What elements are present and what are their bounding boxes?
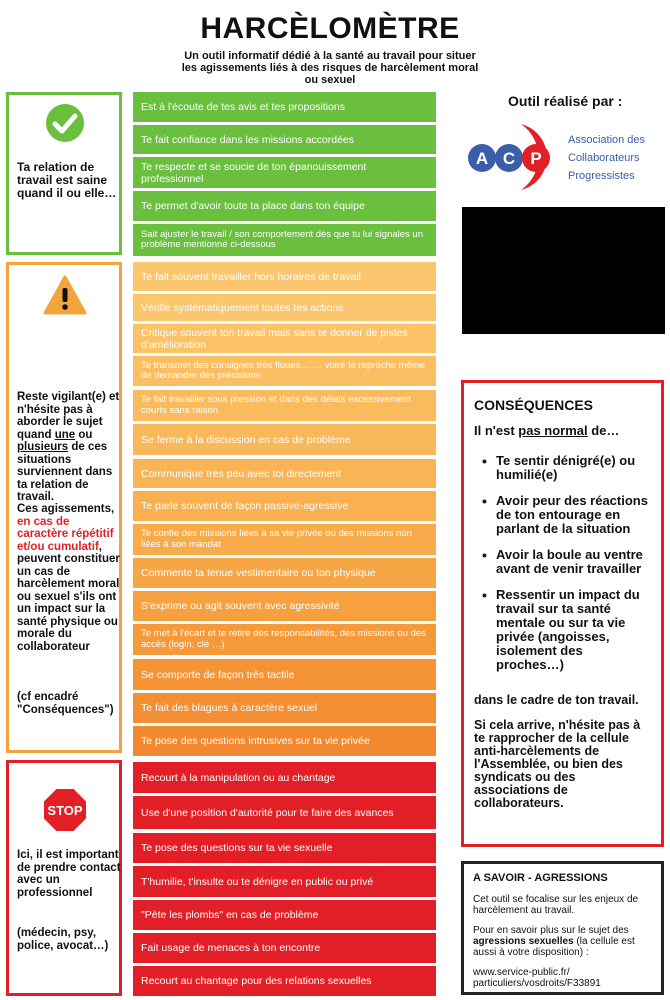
behavior-row: Te met à l'écart et te retire des responsabilités, des missions ou des accès (login, clé …)	[133, 624, 436, 655]
svg-text:STOP: STOP	[47, 803, 83, 818]
consequences-outro1: dans le cadre de ton travail.	[474, 693, 639, 707]
behavior-row: Te pose des questions sur ta vie sexuelle	[133, 833, 436, 863]
list-item: • Ressentir un impact du travail sur ta santé mentale ou sur ta vie privée (angoisses, isolement des proches…)	[486, 588, 651, 672]
page-subtitle: Un outil informatif dédié à la santé au travail pour situer les agissements liés à des risques de harcèlement moral ou sexuel	[181, 50, 479, 86]
svg-text:P: P	[530, 149, 542, 168]
a-savoir-link[interactable]: www.service-public.fr/ particuliers/vosdroits/F33891	[473, 967, 601, 989]
behavior-row: S'exprime ou agit souvent avec agressivité	[133, 591, 436, 621]
panel-healthy	[6, 92, 122, 255]
behavior-row: Sait ajuster le travail / son comportement dès que tu lui signales un problème mentionné ci-dessous	[133, 224, 436, 256]
behavior-row: T'humilie, t'insulte ou te dénigre en public ou privé	[133, 866, 436, 897]
made-by-label: Outil réalisé par :	[508, 93, 623, 109]
a-savoir-p2: Pour en savoir plus sur le sujet des agressions sexuelles (la cellule est aussi à votre disposition) :	[473, 925, 635, 958]
behavior-row: Te confie des missions liées à sa vie privée ou des missions non liées à son mandat	[133, 524, 436, 555]
consequences-outro2: Si cela arrive, n'hésite pas à te rapprocher de la cellule anti-harcèlements de l'Assemblée, ou bien des syndicats ou des associations de collaborateurs.	[474, 718, 641, 810]
behavior-row: Te parle souvent de façon passive-agressive	[133, 491, 436, 521]
behavior-row: Te fait souvent travailler hors horaires de travail	[133, 262, 436, 291]
behavior-row: Te fait des blagues à caractère sexuel	[133, 693, 436, 723]
list-item: • Te sentir dénigré(e) ou humilié(e)	[486, 454, 651, 482]
svg-text:A: A	[475, 149, 489, 168]
list-item: • Avoir la boule au ventre avant de venir travailler	[486, 548, 651, 576]
behavior-row: Vérifie systématiquement toutes tes actions	[133, 294, 436, 321]
behavior-row: Fait usage de menaces à ton encontre	[133, 933, 436, 963]
behavior-row: Communique très peu avec toi directement	[133, 459, 436, 488]
stop-icon	[42, 787, 88, 833]
behavior-row: Te fait travailler sous pression et dans des délais excessivement courts sans raison	[133, 390, 436, 421]
behavior-row: Recourt à la manipulation ou au chantage	[133, 762, 436, 793]
warning-icon	[43, 275, 87, 315]
behavior-row: "Pète les plombs" en cas de problème	[133, 900, 436, 930]
a-savoir-p1: Cet outil se focalise sur les enjeux de harcèlement au travail.	[473, 894, 639, 916]
panel-vigilant-text3: (cf encadré "Conséquences")	[17, 691, 114, 716]
behavior-row: Se comporte de façon très tactile	[133, 659, 436, 690]
org-name: Association des Collaborateurs Progressistes	[568, 134, 646, 182]
consequences-intro: Il n'est pas normal de…	[474, 423, 620, 438]
panel-vigilant-text2: Ces agissements, en cas de caractère répétitif et/ou cumulatif, peuvent constituer un cas de harcèlement moral ou sexuel s'ils ont un impact sur la santé physique ou morale du collaborateur	[17, 503, 120, 653]
consequences-title: CONSÉQUENCES	[474, 397, 594, 413]
panel-vigilant	[6, 262, 122, 753]
behavior-row: Se ferme à la discussion en cas de problème	[133, 424, 436, 455]
acp-logo	[466, 122, 556, 192]
behavior-row: Te pose des questions intrusives sur ta vie privée	[133, 726, 436, 756]
consequences-box	[461, 380, 664, 847]
page-title: HARCÈLOMÈTRE	[200, 12, 460, 45]
panel-stop	[6, 760, 122, 996]
behavior-row: Commente ta tenue vestimentaire ou ton physique	[133, 558, 436, 588]
a-savoir-box	[461, 861, 664, 995]
panel-healthy-text: Ta relation de travail est saine quand il ou elle…	[17, 160, 117, 200]
behavior-row: Te permet d'avoir toute ta place dans ton équipe	[133, 191, 436, 221]
check-icon	[45, 103, 85, 143]
a-savoir-title: A SAVOIR - AGRESSIONS	[473, 872, 608, 884]
behavior-row: Recourt au chantage pour des relations sexuelles	[133, 966, 436, 996]
behavior-row: Te respecte et se soucie de ton épanouissement professionnel	[133, 157, 436, 188]
redacted-image	[462, 207, 665, 334]
consequences-list	[474, 454, 651, 672]
panel-stop-text2: (médecin, psy, police, avocat…)	[17, 927, 109, 952]
panel-stop-text1: Ici, il est important de prendre contact avec un professionnel	[17, 849, 121, 899]
behavior-row: Te fait confiance dans les missions accordées	[133, 125, 436, 154]
behavior-row: Est à l'écoute de tes avis et tes propositions	[133, 92, 436, 122]
svg-text:C: C	[502, 149, 516, 168]
behavior-row: Te transmet des consignes très floues… … voire te reproche même de demander des précisions	[133, 356, 436, 386]
behavior-row: Critique souvent ton travail mais sans te donner de pistes d'amélioration	[133, 324, 436, 353]
behavior-row: Use d'une position d'autorité pour te faire des avances	[133, 796, 436, 829]
list-item: • Avoir peur des réactions de ton entourage en parlant de la situation	[486, 494, 651, 536]
panel-vigilant-text1: Reste vigilant(e) et n'hésite pas à aborder le sujet quand une ou plusieurs de ces situations surviennent dans ta relation de travail.	[17, 391, 120, 503]
